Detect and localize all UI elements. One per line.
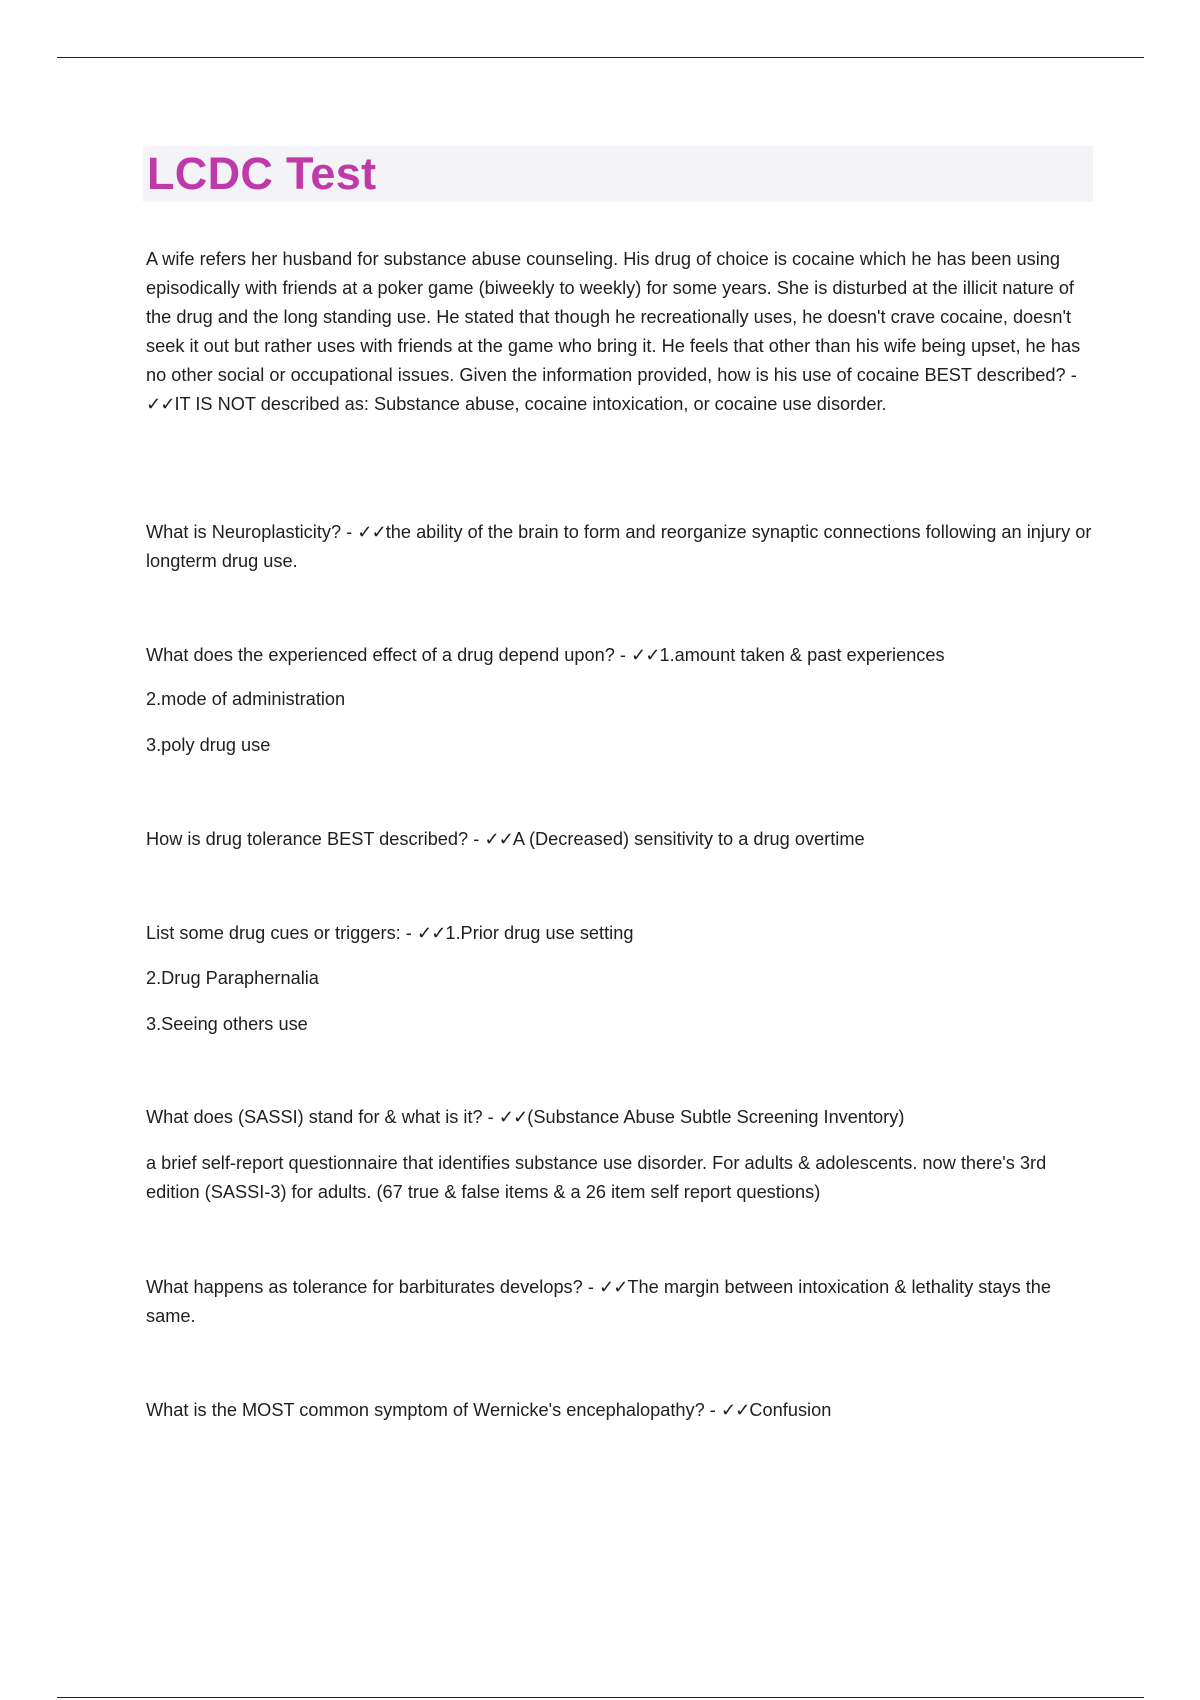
question-text: What does (SASSI) stand for & what is it? -: [146, 1107, 499, 1127]
question-text: What happens as tolerance for barbiturates develops? -: [146, 1277, 599, 1297]
checkmark-icon: ✓✓: [484, 829, 513, 849]
top-rule: [57, 57, 1144, 58]
qa-item-3: [146, 641, 1096, 670]
answer-text: IT IS NOT described as: Substance abuse, cocaine intoxication, or cocaine use disorder.: [174, 394, 887, 414]
checkmark-icon: ✓✓: [598, 1277, 628, 1297]
checkmark-icon: ✓✓: [416, 923, 446, 943]
answer-line: 3.Seeing others use: [146, 1014, 308, 1034]
checkmark-icon: ✓✓: [146, 394, 175, 414]
answer-text: A (Decreased) sensitivity to a drug overtime: [512, 829, 865, 849]
question-text: How is drug tolerance BEST described? -: [146, 829, 485, 849]
checkmark-icon: ✓✓: [357, 522, 386, 542]
answer-text: Confusion: [749, 1400, 832, 1420]
answer-text: 1.Prior drug use setting: [445, 923, 634, 943]
bottom-rule: [57, 1697, 1144, 1698]
answer-line: 2.mode of administration: [146, 689, 346, 709]
question-text: List some drug cues or triggers: -: [146, 923, 417, 943]
qa-item-2: [146, 518, 1096, 576]
answer-text: the ability of the brain to form and reorganize synaptic connections following an injury or longterm drug use.: [146, 522, 1092, 571]
answer-text: 1.amount taken & past experiences: [659, 645, 945, 665]
answer-line: 3.poly drug use: [146, 735, 271, 755]
question-text: What is the MOST common symptom of Wernicke's encephalopathy? -: [146, 1400, 721, 1420]
checkmark-icon: ✓✓: [720, 1400, 750, 1420]
qa-item-1: [146, 245, 1096, 419]
qa-item-5: [146, 919, 1096, 948]
question-text: What is Neuroplasticity? -: [146, 522, 358, 542]
page-title: LCDC Test: [147, 148, 377, 199]
qa-item-8: [146, 1396, 1096, 1425]
question-text: A wife refers her husband for substance abuse counseling. His drug of choice is cocaine which he has been using episodically with friends at a poker game (biweekly to weekly) for some years. She is disturbed at the illicit nature of the drug and the long standing use. He stated that though he recreationally uses, he doesn't crave cocaine, doesn't seek it out but rather uses with friends at the game who bring it. He feels that other than his wife being upset, he has no other social or occupational issues. Given the information provided, how is his use of cocaine BEST described? -: [146, 249, 1081, 385]
qa-item-4: [146, 825, 1096, 854]
question-text: What does the experienced effect of a drug depend upon? -: [146, 645, 632, 665]
answer-line: 2.Drug Paraphernalia: [146, 968, 319, 988]
answer-text: The margin between intoxication & lethality stays the same.: [146, 1277, 1052, 1326]
checkmark-icon: ✓✓: [631, 645, 660, 665]
qa-item-6: [146, 1103, 1096, 1132]
answer-text: (Substance Abuse Subtle Screening Inventory): [527, 1107, 905, 1127]
answer-line: a brief self-report questionnaire that identifies substance use disorder. For adults & adolescents. now there's 3rd edition (SASSI-3) for adults. (67 true & false items & a 26 item self report questions): [146, 1153, 1047, 1202]
checkmark-icon: ✓✓: [498, 1107, 528, 1127]
qa-item-7: [146, 1273, 1096, 1331]
